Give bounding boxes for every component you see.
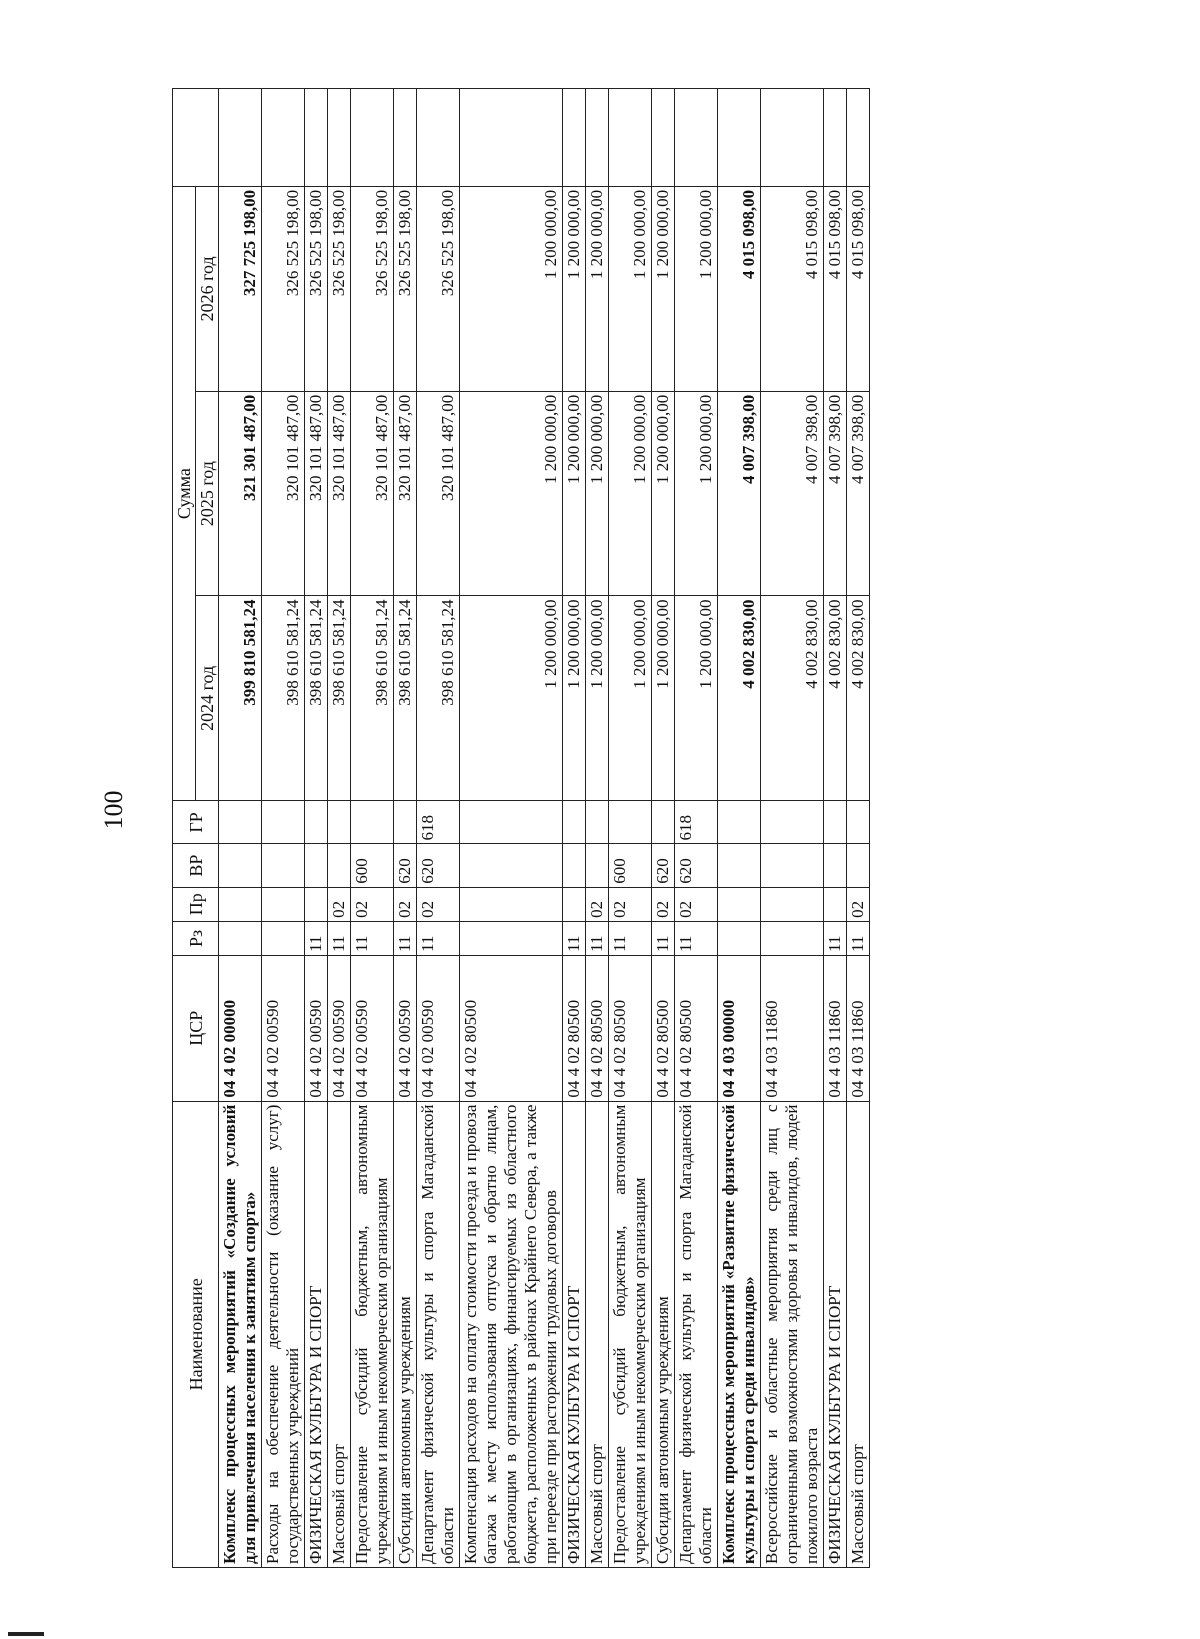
table-row [824, 89, 847, 1568]
cell-name: Комплекс процессных мероприятий «Развитие физической культуры и спорта среди инвалидов» [718, 1101, 761, 1567]
header-gr: ГР [173, 801, 219, 844]
table-row [262, 89, 305, 1568]
cell-csr: 04 4 02 00590 [394, 955, 417, 1101]
cell-rz: 11 [675, 921, 718, 955]
cell-csr: 04 4 02 80500 [675, 955, 718, 1101]
cell-blank [219, 89, 262, 187]
cell-vr [847, 844, 870, 887]
cell-2026: 1 200 000,00 [563, 186, 586, 391]
cell-name: Департамент физической культуры и спорта Магаданской области [675, 1101, 718, 1567]
cell-pr: 02 [351, 887, 394, 921]
cell-pr [824, 887, 847, 921]
cell-blank [262, 89, 305, 187]
cell-2024: 398 610 581,24 [305, 596, 328, 801]
cell-pr [563, 887, 586, 921]
cell-gr [652, 801, 675, 844]
cell-rz [219, 921, 262, 955]
cell-pr: 02 [417, 887, 460, 921]
cell-2024: 1 200 000,00 [609, 596, 652, 801]
cell-blank [718, 89, 761, 187]
cell-gr [460, 801, 563, 844]
budget-table [172, 88, 870, 1568]
cell-2025: 1 200 000,00 [563, 391, 586, 596]
table-row [417, 89, 460, 1568]
cell-2025: 320 101 487,00 [394, 391, 417, 596]
cell-2026: 326 525 198,00 [328, 186, 351, 391]
table-row [718, 89, 761, 1568]
cell-vr: 600 [351, 844, 394, 887]
cell-pr: 02 [609, 887, 652, 921]
table-row [609, 89, 652, 1568]
cell-rz [460, 921, 563, 955]
header-pr: Пр [173, 887, 219, 921]
cell-blank [460, 89, 563, 187]
cell-2025: 1 200 000,00 [460, 391, 563, 596]
cell-vr [328, 844, 351, 887]
cell-2024: 4 002 830,00 [847, 596, 870, 801]
table-row [394, 89, 417, 1568]
cell-name: ФИЗИЧЕСКАЯ КУЛЬТУРА И СПОРТ [305, 1101, 328, 1567]
cell-2026: 326 525 198,00 [262, 186, 305, 391]
cell-2024: 1 200 000,00 [652, 596, 675, 801]
table-row [847, 89, 870, 1568]
cell-vr [761, 844, 824, 887]
cell-vr [586, 844, 609, 887]
cell-gr [847, 801, 870, 844]
cell-csr: 04 4 02 00000 [219, 955, 262, 1101]
cell-2025: 1 200 000,00 [609, 391, 652, 596]
cell-2025: 4 007 398,00 [824, 391, 847, 596]
cell-rz: 11 [652, 921, 675, 955]
cell-gr [563, 801, 586, 844]
cell-blank [328, 89, 351, 187]
cell-csr: 04 4 03 00000 [718, 955, 761, 1101]
cell-vr [219, 844, 262, 887]
cell-2025: 320 101 487,00 [305, 391, 328, 596]
rotated-table-container [172, 88, 1072, 1568]
cell-blank [351, 89, 394, 187]
cell-csr: 04 4 02 00590 [262, 955, 305, 1101]
cell-rz: 11 [417, 921, 460, 955]
cell-pr: 02 [675, 887, 718, 921]
header-2024: 2024 год [196, 596, 219, 801]
cell-2024: 4 002 830,00 [761, 596, 824, 801]
cell-rz [718, 921, 761, 955]
cell-2025: 320 101 487,00 [417, 391, 460, 596]
cell-2025: 1 200 000,00 [586, 391, 609, 596]
cell-2025: 320 101 487,00 [328, 391, 351, 596]
cell-blank [563, 89, 586, 187]
cell-csr: 04 4 02 80500 [609, 955, 652, 1101]
cell-vr: 620 [394, 844, 417, 887]
cell-pr [305, 887, 328, 921]
cell-gr [761, 801, 824, 844]
cell-2026: 1 200 000,00 [652, 186, 675, 391]
cell-2026: 327 725 198,00 [219, 186, 262, 391]
cell-2024: 398 610 581,24 [328, 596, 351, 801]
cell-gr: 618 [417, 801, 460, 844]
cell-2026: 1 200 000,00 [675, 186, 718, 391]
table-row [563, 89, 586, 1568]
cell-name: Департамент физической культуры и спорта Магаданской области [417, 1101, 460, 1567]
cell-pr [262, 887, 305, 921]
cell-csr: 04 4 02 00590 [328, 955, 351, 1101]
cell-vr [262, 844, 305, 887]
cell-rz: 11 [609, 921, 652, 955]
cell-gr: 618 [675, 801, 718, 844]
cell-gr [305, 801, 328, 844]
cell-2026: 326 525 198,00 [394, 186, 417, 391]
cell-pr: 02 [652, 887, 675, 921]
cell-pr: 02 [394, 887, 417, 921]
table-row [675, 89, 718, 1568]
table-row [351, 89, 394, 1568]
cell-gr [351, 801, 394, 844]
cell-blank [675, 89, 718, 187]
cell-name: Предоставление субсидий бюджетным, автономным учреждениям и иным некоммерческим организациям [609, 1101, 652, 1567]
cell-vr [305, 844, 328, 887]
table-row [652, 89, 675, 1568]
cell-2024: 1 200 000,00 [460, 596, 563, 801]
cell-rz: 11 [563, 921, 586, 955]
cell-2026: 326 525 198,00 [417, 186, 460, 391]
cell-csr: 04 4 02 00590 [417, 955, 460, 1101]
cell-gr [394, 801, 417, 844]
cell-rz: 11 [847, 921, 870, 955]
cell-blank [824, 89, 847, 187]
table-row [328, 89, 351, 1568]
cell-rz: 11 [351, 921, 394, 955]
cell-name: Массовый спорт [328, 1101, 351, 1567]
header-blank [173, 89, 219, 187]
cell-2026: 4 015 098,00 [824, 186, 847, 391]
cell-name: Предоставление субсидий бюджетным, автономным учреждениям и иным некоммерческим организациям [351, 1101, 394, 1567]
cell-pr [761, 887, 824, 921]
cell-gr [718, 801, 761, 844]
cell-rz: 11 [394, 921, 417, 955]
header-2025: 2025 год [196, 391, 219, 596]
cell-csr: 04 4 02 80500 [563, 955, 586, 1101]
cell-csr: 04 4 02 80500 [652, 955, 675, 1101]
cell-vr: 600 [609, 844, 652, 887]
cell-gr [219, 801, 262, 844]
cell-name: Всероссийские и областные мероприятия среди лиц с ограниченными возможностями здоровья и инвалидов, людей пожилого возраста [761, 1101, 824, 1567]
scan-edge-mark [8, 1632, 44, 1636]
cell-vr [824, 844, 847, 887]
cell-blank [609, 89, 652, 187]
cell-2024: 1 200 000,00 [563, 596, 586, 801]
cell-vr: 620 [652, 844, 675, 887]
cell-csr: 04 4 03 11860 [847, 955, 870, 1101]
cell-2024: 398 610 581,24 [351, 596, 394, 801]
cell-blank [847, 89, 870, 187]
cell-2026: 4 015 098,00 [761, 186, 824, 391]
cell-2025: 4 007 398,00 [847, 391, 870, 596]
cell-2025: 1 200 000,00 [675, 391, 718, 596]
table-row [305, 89, 328, 1568]
header-rz: Рз [173, 921, 219, 955]
cell-name: ФИЗИЧЕСКАЯ КУЛЬТУРА И СПОРТ [824, 1101, 847, 1567]
cell-rz [761, 921, 824, 955]
cell-pr [460, 887, 563, 921]
cell-2024: 1 200 000,00 [675, 596, 718, 801]
cell-rz [262, 921, 305, 955]
cell-pr: 02 [328, 887, 351, 921]
cell-name: Массовый спорт [847, 1101, 870, 1567]
cell-2026: 1 200 000,00 [609, 186, 652, 391]
cell-2026: 4 015 098,00 [718, 186, 761, 391]
cell-2026: 1 200 000,00 [586, 186, 609, 391]
header-name: Наименование [173, 1101, 219, 1567]
cell-blank [652, 89, 675, 187]
cell-vr [460, 844, 563, 887]
cell-csr: 04 4 02 80500 [586, 955, 609, 1101]
cell-csr: 04 4 02 80500 [460, 955, 563, 1101]
cell-2024: 399 810 581,24 [219, 596, 262, 801]
cell-2025: 4 007 398,00 [761, 391, 824, 596]
table-row [761, 89, 824, 1568]
cell-2026: 4 015 098,00 [847, 186, 870, 391]
cell-pr [718, 887, 761, 921]
cell-rz: 11 [305, 921, 328, 955]
cell-2024: 4 002 830,00 [718, 596, 761, 801]
cell-gr [586, 801, 609, 844]
table-row [586, 89, 609, 1568]
cell-vr: 620 [417, 844, 460, 887]
cell-name: Комплекс процессных мероприятий «Создание условий для привлечения населения к занятиям спорта» [219, 1101, 262, 1567]
page-number: 100 [99, 790, 128, 830]
cell-gr [328, 801, 351, 844]
cell-csr: 04 4 02 00590 [351, 955, 394, 1101]
header-sum: Сумма [173, 186, 196, 800]
cell-rz: 11 [328, 921, 351, 955]
header-vr: ВР [173, 844, 219, 887]
cell-blank [417, 89, 460, 187]
cell-gr [824, 801, 847, 844]
cell-name: ФИЗИЧЕСКАЯ КУЛЬТУРА И СПОРТ [563, 1101, 586, 1567]
cell-rz: 11 [824, 921, 847, 955]
cell-2025: 321 301 487,00 [219, 391, 262, 596]
cell-2025: 4 007 398,00 [718, 391, 761, 596]
header-2026: 2026 год [196, 186, 219, 391]
cell-2024: 398 610 581,24 [394, 596, 417, 801]
cell-2024: 1 200 000,00 [586, 596, 609, 801]
cell-pr: 02 [847, 887, 870, 921]
cell-vr [563, 844, 586, 887]
cell-vr [718, 844, 761, 887]
cell-gr [609, 801, 652, 844]
cell-2026: 326 525 198,00 [305, 186, 328, 391]
cell-blank [394, 89, 417, 187]
table-body [219, 89, 870, 1568]
cell-name: Субсидии автономным учреждениям [394, 1101, 417, 1567]
cell-gr [262, 801, 305, 844]
cell-2024: 4 002 830,00 [824, 596, 847, 801]
cell-name: Расходы на обеспечение деятельности (оказание услуг) государственных учреждений [262, 1101, 305, 1567]
cell-vr: 620 [675, 844, 718, 887]
cell-2025: 320 101 487,00 [262, 391, 305, 596]
cell-name: Компенсация расходов на оплату стоимости проезда и провоза багажа к месту использования отпуска и обратно лицам, работающим в организациях, финансируемых из областного бюджета, расположенных в районах Крайнего Севера, а также при переезде при расторжении трудовых договоров [460, 1101, 563, 1567]
cell-2024: 398 610 581,24 [262, 596, 305, 801]
table-row [460, 89, 563, 1568]
header-csr: ЦСР [173, 955, 219, 1101]
cell-2024: 398 610 581,24 [417, 596, 460, 801]
cell-2025: 1 200 000,00 [652, 391, 675, 596]
cell-2026: 326 525 198,00 [351, 186, 394, 391]
cell-name: Массовый спорт [586, 1101, 609, 1567]
cell-csr: 04 4 03 11860 [761, 955, 824, 1101]
cell-rz: 11 [586, 921, 609, 955]
cell-csr: 04 4 03 11860 [824, 955, 847, 1101]
cell-blank [586, 89, 609, 187]
cell-blank [761, 89, 824, 187]
cell-name: Субсидии автономным учреждениям [652, 1101, 675, 1567]
cell-2025: 320 101 487,00 [351, 391, 394, 596]
cell-pr [219, 887, 262, 921]
cell-2026: 1 200 000,00 [460, 186, 563, 391]
cell-blank [305, 89, 328, 187]
table-row [219, 89, 262, 1568]
cell-pr: 02 [586, 887, 609, 921]
cell-csr: 04 4 02 00590 [305, 955, 328, 1101]
